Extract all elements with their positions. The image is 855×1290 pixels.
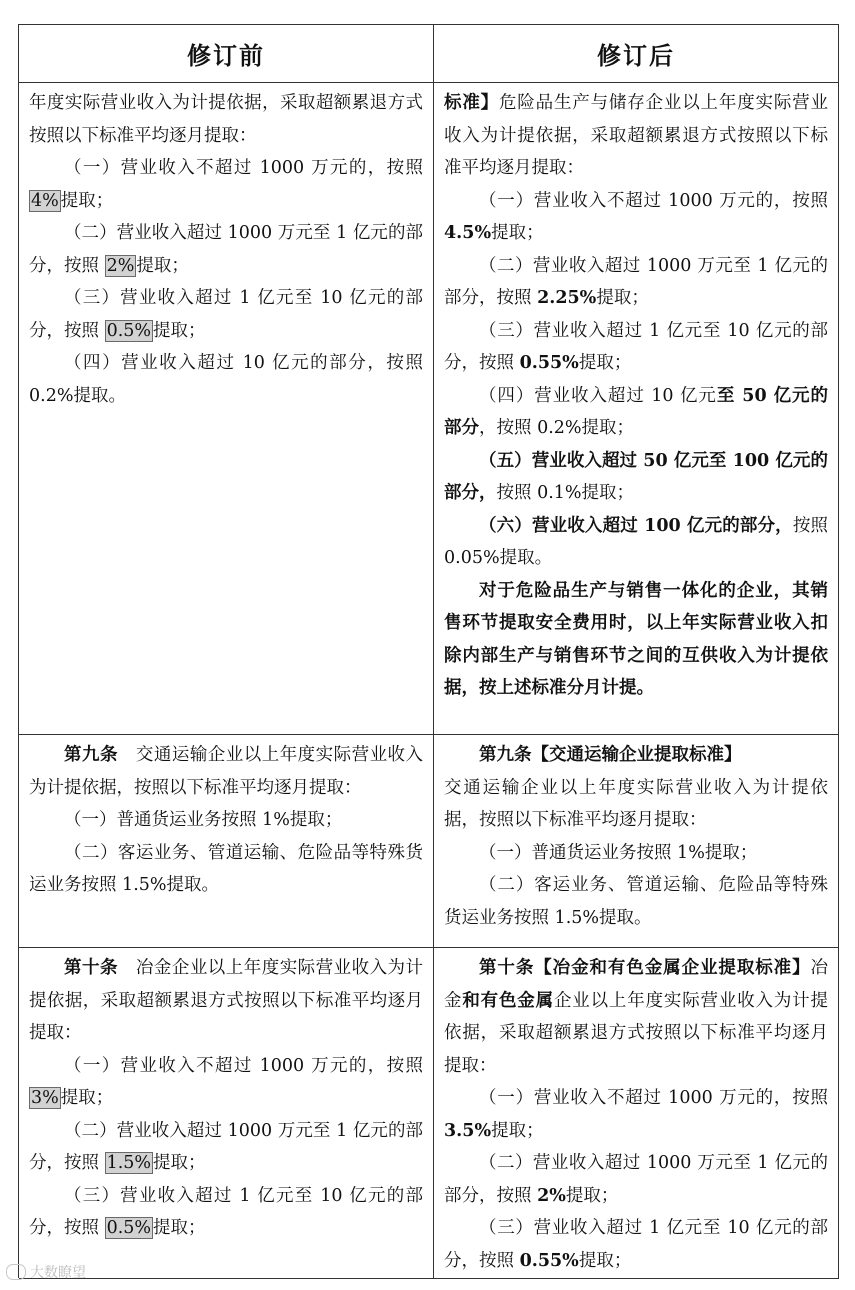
row2-after-article: 第九条【交通运输企业提取标准】	[479, 745, 742, 765]
row1-after-item5: （五）营业收入超过 50 亿元至 100 亿元的部分，按照 0.1%提取；	[444, 450, 828, 503]
row1-before-item3: （三）营业收入超过 1 亿元至 10 亿元的部分，按照 0.5% 提取；	[29, 288, 423, 341]
watermark	[6, 1262, 86, 1282]
row3-before-cell	[19, 948, 434, 1279]
row3-before-intro: 第十条 冶金企业以上年度实际营业收入为计提依据，采取超额累退方式按照以下标准平均逐月提取：	[29, 958, 424, 1043]
row1-after-paragraph: 对于危险品生产与销售一体化的企业，其销售环节提取安全费用时，以上年实际营业收入扣除内部生产与销售环节之间的互供收入为计提依据，按上述标准分月计提。	[444, 580, 828, 698]
row1-after-item3: （三）营业收入超过 1 亿元至 10 亿元的部分，按照 0.55%提取；	[444, 320, 828, 373]
row1-after-item6: （六）营业收入超过 100 亿元的部分，按照 0.05%提取。	[444, 515, 828, 568]
article-label: 第十条【冶金和有色金属企业提取标准】	[479, 958, 811, 978]
header-after	[434, 25, 839, 83]
row3-after-intro: 第十条【冶金和有色金属企业提取标准】冶金和有色金属企业以上年度实际营业收入为计提依据，采取超额累退方式按照以下标准平均逐月提取：	[444, 958, 829, 1076]
row1-after-item4: （四）营业收入超过 10 亿元至 50 亿元的部分，按照 0.2%提取；	[444, 385, 828, 438]
row1-after-item1: （一）营业收入不超过 1000 万元的，按照 4.5%提取；	[444, 190, 828, 243]
row3-after-item3: （三）营业收入超过 1 亿元至 10 亿元的部分，按照 0.55%提取；	[444, 1218, 828, 1271]
row1-before-cell	[19, 83, 434, 735]
row2-before-cell	[19, 735, 434, 948]
rate-highlight: 1.5%	[106, 1153, 152, 1173]
row3-after-item2: （二）营业收入超过 1000 万元至 1 亿元的部分，按照 2%提取；	[444, 1153, 828, 1206]
row2-after-item1: （一）普通货运业务按照 1%提取；	[479, 842, 758, 863]
row2-before-item1: （一）普通货运业务按照 1%提取；	[64, 810, 343, 830]
row1-after-item2: （二）营业收入超过 1000 万元至 1 亿元的部分，按照 2.25%提取；	[444, 255, 828, 308]
row1-after-intro: 标准】危险品生产与储存企业以上年度实际营业收入为计提依据，采取超额累退方式按照以下标准平均逐月提取：	[444, 93, 829, 178]
row2-before-intro: 第九条 交通运输企业以上年度实际营业收入为计提依据，按照以下标准平均逐月提取：	[29, 745, 424, 798]
header-before-label: 修订前	[187, 42, 265, 70]
row1-before-item1: （一）营业收入不超过 1000 万元的，按照 4% 提取；	[31, 158, 423, 211]
rate-highlight: 0.5%	[106, 1218, 152, 1238]
row1-after-cell	[434, 83, 839, 735]
row2-after-cell	[434, 735, 839, 948]
rate-highlight: 0.5%	[106, 320, 152, 341]
row2-before-item2: （二）客运业务、管道运输、危险品等特殊货运业务按照 1.5%提取。	[29, 842, 423, 895]
row1-before-intro: 年度实际营业收入为计提依据，采取超额累退方式按照以下标准平均逐月提取：	[29, 93, 423, 146]
row1-before-item2: （二）营业收入超过 1000 万元至 1 亿元的部分，按照 2% 提取；	[29, 223, 423, 276]
watermark-logo-icon	[6, 1264, 26, 1280]
rate-highlight: 3%	[31, 1088, 59, 1108]
rate-highlight: 2%	[106, 255, 135, 276]
header-before	[19, 25, 434, 83]
row3-before-item1: （一）营业收入不超过 1000 万元的，按照 3% 提取；	[31, 1055, 423, 1108]
row2-after-intro: 交通运输企业以上年度实际营业收入为计提依据，按照以下标准平均逐月提取：	[444, 777, 828, 830]
row3-before-item3: （三）营业收入超过 1 亿元至 10 亿元的部分，按照 0.5% 提取；	[29, 1185, 423, 1238]
row3-after-item1: （一）营业收入不超过 1000 万元的，按照 3.5%提取；	[444, 1088, 828, 1141]
article-label: 第十条	[64, 958, 118, 978]
row2-after-item2: （二）客运业务、管道运输、危险品等特殊货运业务按照 1.5%提取。	[444, 875, 828, 928]
row3-before-item2: （二）营业收入超过 1000 万元至 1 亿元的部分，按照 1.5% 提取；	[29, 1120, 423, 1173]
header-after-label: 修订后	[597, 42, 675, 70]
comparison-table	[18, 24, 839, 1278]
row3-after-cell	[434, 948, 839, 1279]
watermark-text: 大数瞭望	[30, 1265, 86, 1281]
rate-highlight: 4%	[31, 190, 59, 211]
article-label: 第九条	[64, 745, 118, 765]
row1-before-item4: （四）营业收入超过 10 亿元的部分，按照 0.2%提取。	[29, 353, 423, 406]
